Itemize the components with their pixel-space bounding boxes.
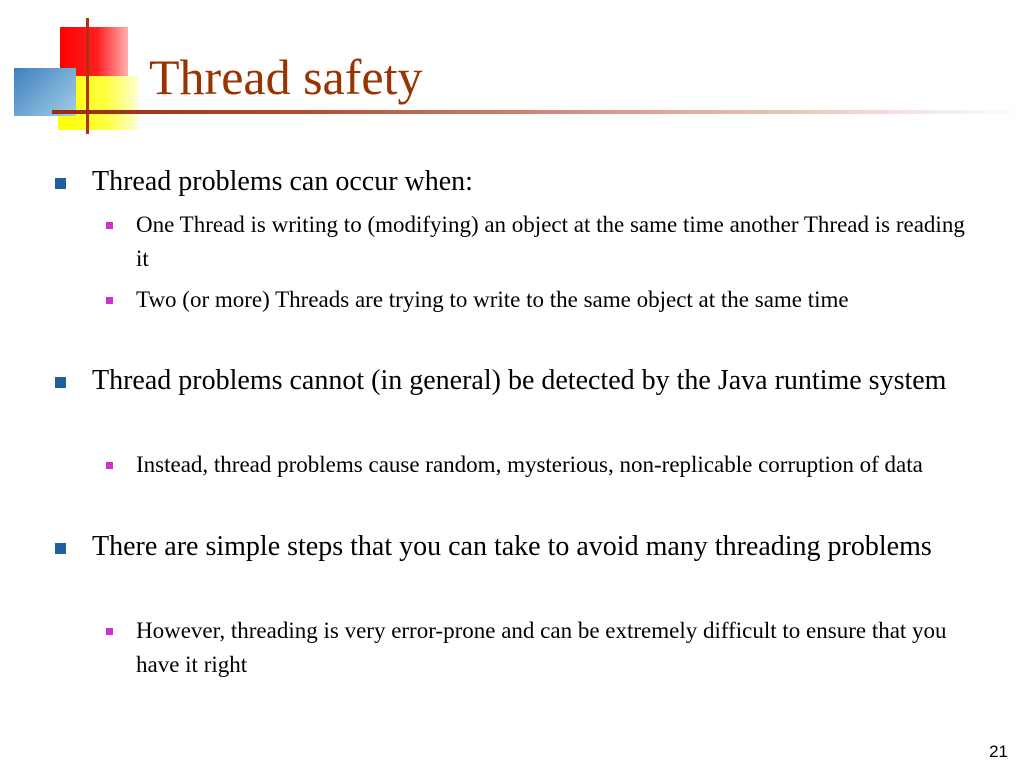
sub-bullet-square-icon — [106, 222, 113, 229]
bullet-1-text: Thread problems can occur when: — [92, 166, 473, 197]
slide-title: Thread safety — [149, 49, 423, 105]
bullet-3-text: There are simple steps that you can take to avoid many threading problems — [92, 531, 932, 562]
bullet-1-sub-1-text: One Thread is writing to (modifying) an object at the same time another Thread is reading it — [136, 212, 965, 271]
bullet-square-icon — [55, 377, 66, 388]
bullet-square-icon — [55, 178, 66, 189]
bullet-2-text: Thread problems cannot (in general) be detected by the Java runtime system — [92, 365, 947, 396]
sub-bullet-square-icon — [106, 297, 113, 304]
sub-bullet-square-icon — [106, 628, 113, 635]
bullet-2-sub-1-text: Instead, thread problems cause random, mysterious, non-replicable corruption of data — [136, 452, 923, 477]
bullet-square-icon — [55, 543, 66, 554]
sub-bullet-square-icon — [106, 462, 113, 469]
bullet-3-sub-1-text: However, threading is very error-prone and can be extremely difficult to ensure that you have it right — [136, 618, 947, 677]
page-number: 21 — [989, 742, 1008, 761]
bullet-1-sub-2-text: Two (or more) Threads are trying to write to the same object at the same time — [136, 287, 849, 312]
